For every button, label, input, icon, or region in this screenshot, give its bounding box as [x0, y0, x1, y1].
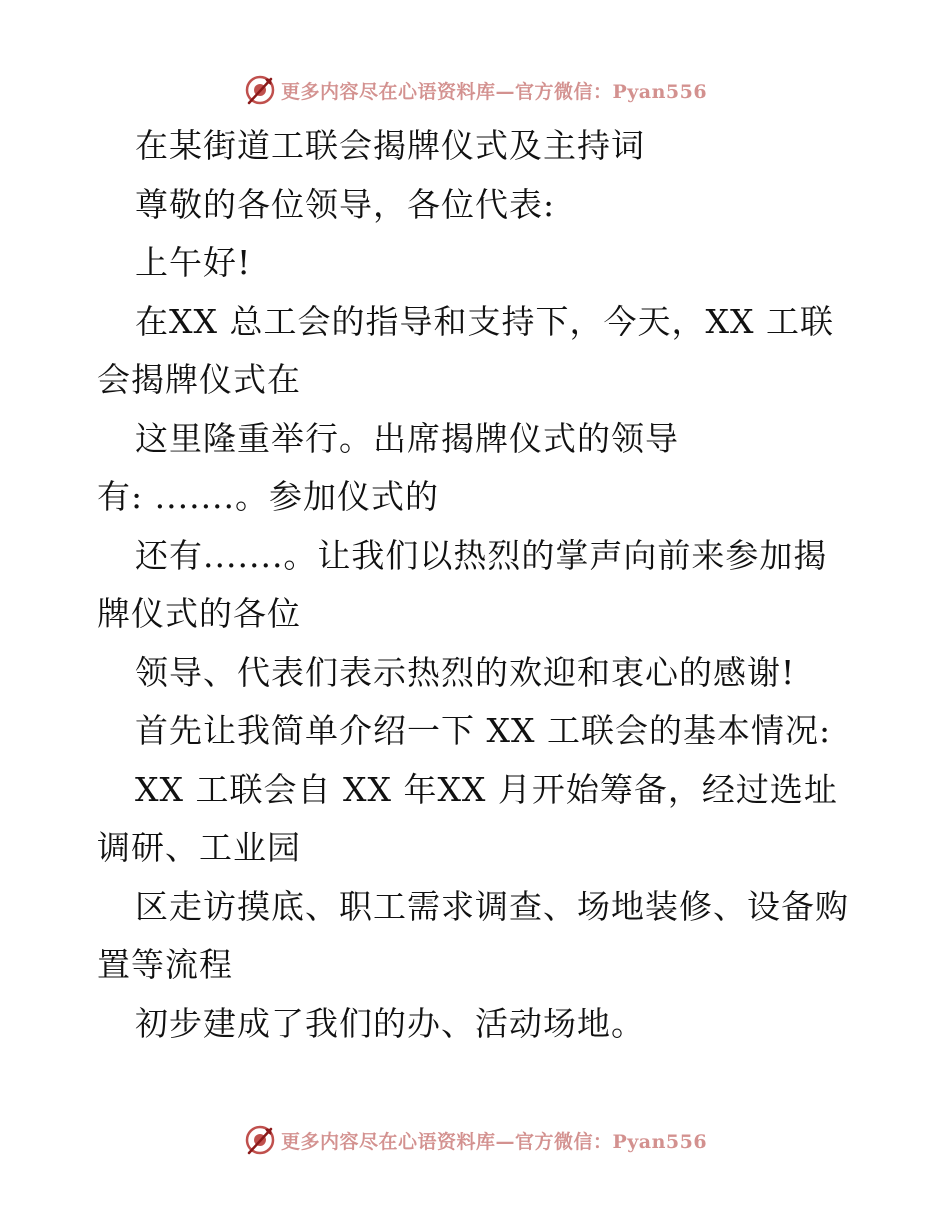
paragraph-line: 牌仪式的各位 [97, 594, 301, 633]
greeting: 上午好! [135, 243, 252, 282]
paragraph-line: 有: .......。参加仪式的 [97, 477, 440, 516]
paragraph-line: 还有.......。让我们以热烈的掌声向前来参加揭 [135, 535, 828, 575]
paragraph-line: 调研、工业园 [97, 828, 301, 867]
footer-watermark [0, 1120, 950, 1160]
paragraph-line: 会揭牌仪式在 [97, 360, 301, 399]
paragraph-line: 在XX 总工会的指导和支持下，今天，XX 工联 [135, 301, 834, 341]
paragraph-line: 区走访摸底、职工需求调查、场地装修、设备购 [135, 886, 849, 926]
salutation: 尊敬的各位领导，各位代表: [135, 184, 556, 224]
paragraph-line: 初步建成了我们的办、活动场地。 [135, 1003, 645, 1043]
footer-watermark-text: 更多内容尽在心语资料库—官方微信：Pyan556 [280, 1130, 708, 1153]
header-watermark-inner [243, 73, 707, 107]
paragraph-line: 这里隆重举行。出席揭牌仪式的领导 [135, 418, 679, 458]
paragraph-line: 领导、代表们表示热烈的欢迎和衷心的感谢! [135, 652, 796, 692]
paragraph-line: 首先让我简单介绍一下 XX 工联会的基本情况: [135, 711, 832, 750]
paragraph-line: XX 工联会自 XX 年XX 月开始筹备，经过选址 [135, 769, 838, 809]
paragraph-line: 置等流程 [97, 945, 233, 984]
document-title: 在某街道工联会揭牌仪式及主持词 [135, 126, 645, 165]
quill-logo-icon [243, 1123, 277, 1157]
header-watermark-text: 更多内容尽在心语资料库—官方微信：Pyan556 [280, 80, 708, 103]
document-body [97, 117, 867, 1053]
quill-logo-icon [243, 73, 277, 107]
header-watermark [0, 70, 950, 110]
footer-watermark-inner [243, 1123, 707, 1157]
